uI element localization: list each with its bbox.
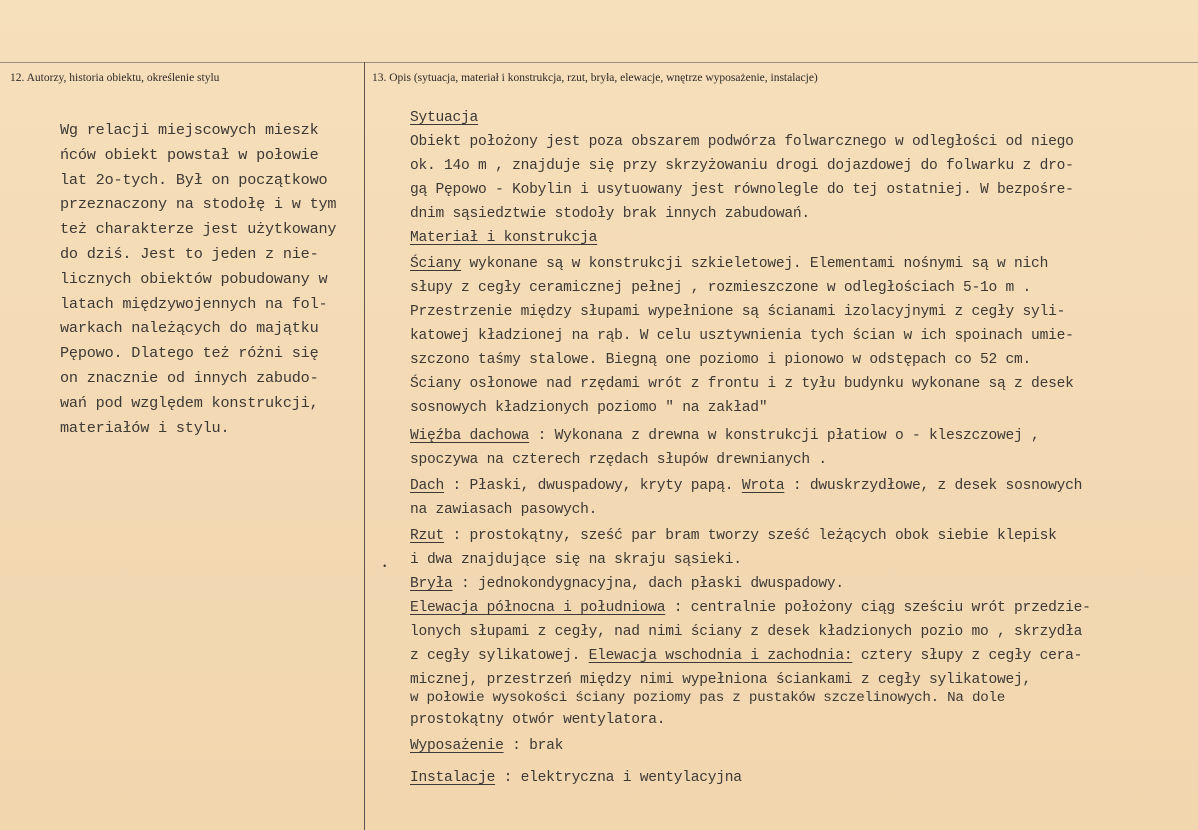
- dach-text: : Płaski, dwuspadowy, kryty papą.: [444, 478, 742, 494]
- rzut-line: [410, 528, 1057, 544]
- elewacja-pn-line-2: lonych słupami z cegły, nad nimi ściany z desek kładzionych pozio mo , skrzydła: [410, 624, 1083, 640]
- history-line: materiałów i stylu.: [60, 418, 230, 437]
- elewacja-line-3: [410, 648, 1082, 664]
- section-13-header: 13. Opis (sytuacja, materiał i konstrukcja, rzut, bryła, elewacje, wnętrze wyposażenie, instalacje): [372, 72, 818, 84]
- elewacja-pn-text-3: z cegły sylikatowej.: [410, 648, 589, 664]
- sytuacja-heading: Sytuacja: [410, 110, 479, 126]
- history-line: Wg relacji miejscowych mieszk: [60, 121, 319, 139]
- elewacja-pn-line: [410, 600, 1091, 616]
- elewacja-wz-line-2: w połowie wysokości ściany poziomy pas z pustaków szczelinowych. Na dole: [410, 690, 1005, 706]
- wrota-label: Wrota: [741, 478, 785, 494]
- dach-label: Dach: [410, 478, 445, 494]
- rzut-label: Rzut: [410, 528, 445, 544]
- bryla-label: Bryła: [410, 576, 453, 592]
- wiezba-label: Więźba dachowa: [410, 428, 530, 444]
- sytuacja-line-4: dnim sąsiedztwie stodoły brak innych zabudowań.: [410, 206, 810, 222]
- wyposazenie-text: : brak: [503, 738, 564, 754]
- column-divider: [364, 62, 365, 830]
- material-heading: Materiał i konstrukcja: [410, 230, 598, 246]
- dach-line: [410, 478, 1082, 494]
- wiezba-text: : Wykonana z drewna w konstrukcji płatiow o - kleszczowej ,: [529, 428, 1040, 444]
- wiezba-line: [410, 428, 1040, 444]
- sciany-line-3: katowej kładzionej na rąb. W celu usztywnienia tych ścian w ich spoinach umie-: [410, 328, 1074, 344]
- wrota-text: : dwuskrzydłowe, z desek sosnowych: [784, 478, 1083, 494]
- elewacja-wz-label: Elewacja wschodnia i zachodnia:: [588, 648, 853, 664]
- instalacje-line: [410, 770, 742, 786]
- history-line: też charakterze jest użytkowany: [60, 220, 337, 239]
- elewacja-pn-text: : centralnie położony ciąg sześciu wrót przedzie-: [665, 600, 1091, 616]
- wiezba-line-2: spoczywa na czterech rzędach słupów drewnianych .: [410, 452, 827, 468]
- sytuacja-heading-line: [410, 110, 478, 126]
- instalacje-text: : elektryczna i wentylacyjna: [495, 770, 742, 786]
- sciany-line-4: szczono taśmy stalowe. Biegną one poziomo i pionowo w odstępach co 52 cm.: [410, 352, 1032, 368]
- sciany-line-1: słupy z cegły ceramicznej pełnej , rozmieszczone w odległościach 5-1o m .: [410, 280, 1032, 296]
- sciany-line: [410, 256, 1048, 272]
- sciany-line-5: Ściany osłonowe nad rzędami wrót z frontu i z tyłu budynku wykonane są z desek: [410, 376, 1074, 392]
- sciany-line-2: Przestrzenie między słupami wypełnione są ścianami izolacyjnymi z cegły syli-: [410, 304, 1066, 320]
- history-line: przeznaczony na stodołę i w tym: [60, 195, 337, 214]
- top-rule: [0, 62, 1198, 63]
- elewacja-wz-line-1: micznej, przestrzeń między nimi wypełniona ściankami z cegły sylikatowej,: [410, 672, 1032, 688]
- elewacja-pn-label: Elewacja północna i południowa: [410, 600, 666, 616]
- history-line: warkach należących do majątku: [60, 319, 319, 338]
- sytuacja-line-2: ok. 14o m , znajduje się przy skrzyżowaniu drogi dojazdowej do folwarku z dro-: [410, 158, 1074, 174]
- bryla-text: : jednokondygnacyjna, dach płaski dwuspadowy.: [452, 576, 844, 592]
- rzut-line-2: i dwa znajdujące się na skraju sąsieki.: [410, 552, 742, 568]
- history-line: ńców obiekt powstał w połowie: [60, 145, 319, 164]
- rzut-text: : prostokątny, sześć par bram tworzy sześć leżących obok siebie klepisk: [444, 528, 1057, 544]
- history-line: do dziś. Jest to jeden z nie-: [60, 244, 319, 263]
- wyposazenie-label: Wyposażenie: [410, 738, 504, 754]
- sytuacja-line-1: Obiekt położony jest poza obszarem podwórza folwarcznego w odległości od niego: [410, 134, 1074, 150]
- instalacje-label: Instalacje: [410, 770, 496, 786]
- history-line: lat 2o-tych. Był on początkowo: [60, 170, 328, 189]
- dach-line-2: na zawiasach pasowych.: [410, 502, 598, 518]
- bryla-line: [410, 576, 844, 592]
- history-line: wań pod względem konstrukcji,: [60, 393, 319, 412]
- elewacja-wz-text: cztery słupy z cegły cera-: [852, 648, 1083, 664]
- margin-mark: •: [382, 562, 388, 572]
- sciany-line-6: sosnowych kładzionych poziomo " na zakład": [410, 400, 768, 416]
- sciany-text: wykonane są w konstrukcji szkieletowej. Elementami nośnymi są w nich: [461, 256, 1049, 272]
- section-12-header: 12. Autorzy, historia obiektu, określenie stylu: [10, 72, 220, 84]
- history-line: Pępowo. Dlatego też różni się: [60, 344, 319, 363]
- history-text: [60, 118, 360, 440]
- wyposazenie-line: [410, 738, 563, 754]
- elewacja-wz-line-3: prostokątny otwór wentylatora.: [410, 712, 666, 728]
- sciany-label: Ściany: [410, 256, 462, 272]
- history-line: licznych obiektów pobudowany w: [60, 269, 328, 288]
- history-line: latach międzywojennych na fol-: [60, 294, 328, 313]
- history-line: on znacznie od innych zabudo-: [60, 368, 319, 387]
- material-heading-line: [410, 230, 597, 246]
- sytuacja-line-3: gą Pępowo - Kobylin i usytuowany jest równolegle do tej ostatniej. W bezpośre-: [410, 182, 1074, 198]
